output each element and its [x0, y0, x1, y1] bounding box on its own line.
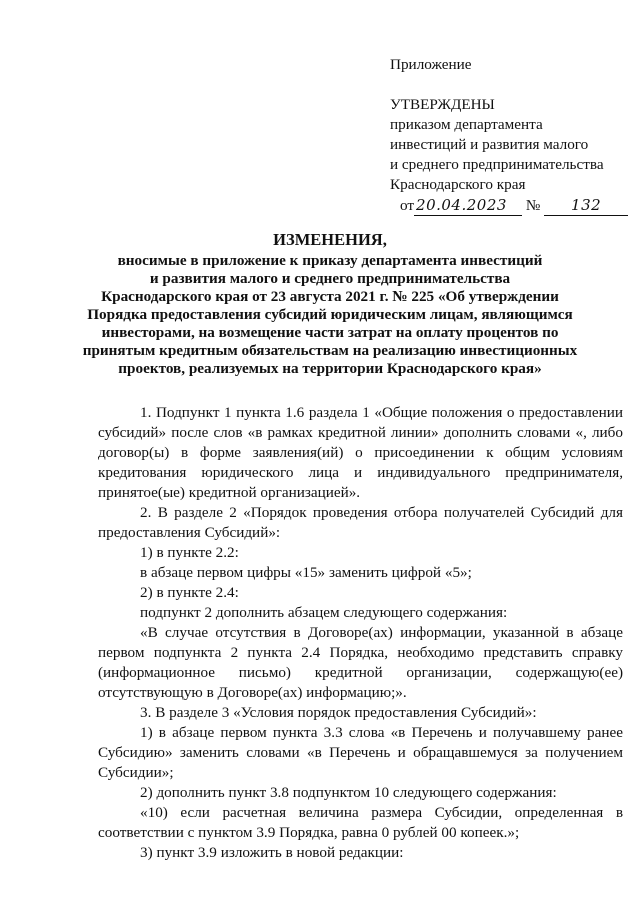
paragraph-2: 2. В разделе 2 «Порядок проведения отбора получателей Субсидий для предоставления Субсидий»:	[98, 504, 623, 541]
paragraph-2-item-1-text: в абзаце первом цифры «15» заменить цифрой «5»;	[140, 564, 472, 581]
approval-line: инвестиций и развития малого	[390, 136, 589, 153]
paragraph-3-item-2: 2) дополнить пункт 3.8 подпунктом 10 следующего содержания:	[140, 784, 557, 801]
paragraph-2-item-2: 2) в пункте 2.4:	[140, 584, 239, 601]
paragraph-3: 3. В разделе 3 «Условия порядок предоставления Субсидий»:	[140, 704, 537, 721]
paragraph-2-item-1: 1) в пункте 2.2:	[140, 544, 239, 561]
heading-line: принятым кредитным обязательствам на реализацию инвестиционных	[82, 342, 578, 359]
paragraph-3-item-2-quote: «10) если расчетная величина размера Субсидии, определенная в соответствии с пунктом 3.9 Порядка, равна 0 рублей 00 копеек.»;	[98, 804, 623, 841]
order-number: 132	[544, 195, 628, 216]
heading-line: проектов, реализуемых на территории Краснодарского края»	[118, 360, 542, 377]
paragraph-2-item-2-text: подпункт 2 дополнить абзацем следующего содержания:	[140, 604, 508, 621]
from-label: от	[400, 197, 415, 214]
document-body	[98, 403, 623, 863]
paragraph-3-item-3: 3) пункт 3.9 изложить в новой редакции:	[140, 844, 404, 861]
heading-line: и развития малого и среднего предпринимательства	[149, 270, 511, 287]
heading-title: ИЗМЕНЕНИЯ,	[273, 230, 387, 249]
number-label: №	[525, 197, 541, 214]
approval-line: приказом департамента	[390, 116, 543, 133]
paragraph-3-item-1: 1) в абзаце первом пункта 3.3 слова «в Перечень и получавшему ранее Субсидию» заменить словами «в Перечень и обращавшемуся за получением Субсидии»;	[98, 724, 623, 781]
approval-line: и среднего предпринимательства	[390, 156, 604, 173]
paragraph-2-item-2-quote: «В случае отсутствия в Договоре(ах) информации, указанной в абзаце первом подпункта 2 пункта 2.4 Порядка, необходимо представить справку (информационное письмо) кредитной организации, содержащую(ее) отсутствующую в Договоре(ах) информацию;».	[98, 624, 623, 701]
heading-line: Порядка предоставления субсидий юридическим лицам, являющимся	[87, 306, 573, 323]
order-date: 20.04.2023	[414, 195, 522, 216]
heading-line: инвесторами, на возмещение части затрат на оплату процентов по	[101, 324, 559, 341]
heading-line: Краснодарского края от 23 августа 2021 г. № 225 «Об утверждении	[101, 288, 559, 305]
approval-block	[390, 55, 630, 216]
document-heading	[60, 230, 600, 378]
approved-label: УТВЕРЖДЕНЫ	[390, 96, 495, 113]
approval-line: Краснодарского края	[390, 176, 526, 193]
paragraph-1: 1. Подпункт 1 пункта 1.6 раздела 1 «Общие положения о предоставлении субсидий» после слов «в рамках кредитной линии» дополнить словами «, либо договор(ы) в форме заявления(ий) о присоединении к общим условиям кредитования юридического лица и индивидуального предпринимателя, принятое(ые) кредитной организацией».	[98, 404, 623, 501]
order-date-number	[390, 195, 630, 216]
heading-line: вносимые в приложение к приказу департамента инвестиций	[117, 252, 543, 269]
appendix-label: Приложение	[390, 56, 472, 73]
